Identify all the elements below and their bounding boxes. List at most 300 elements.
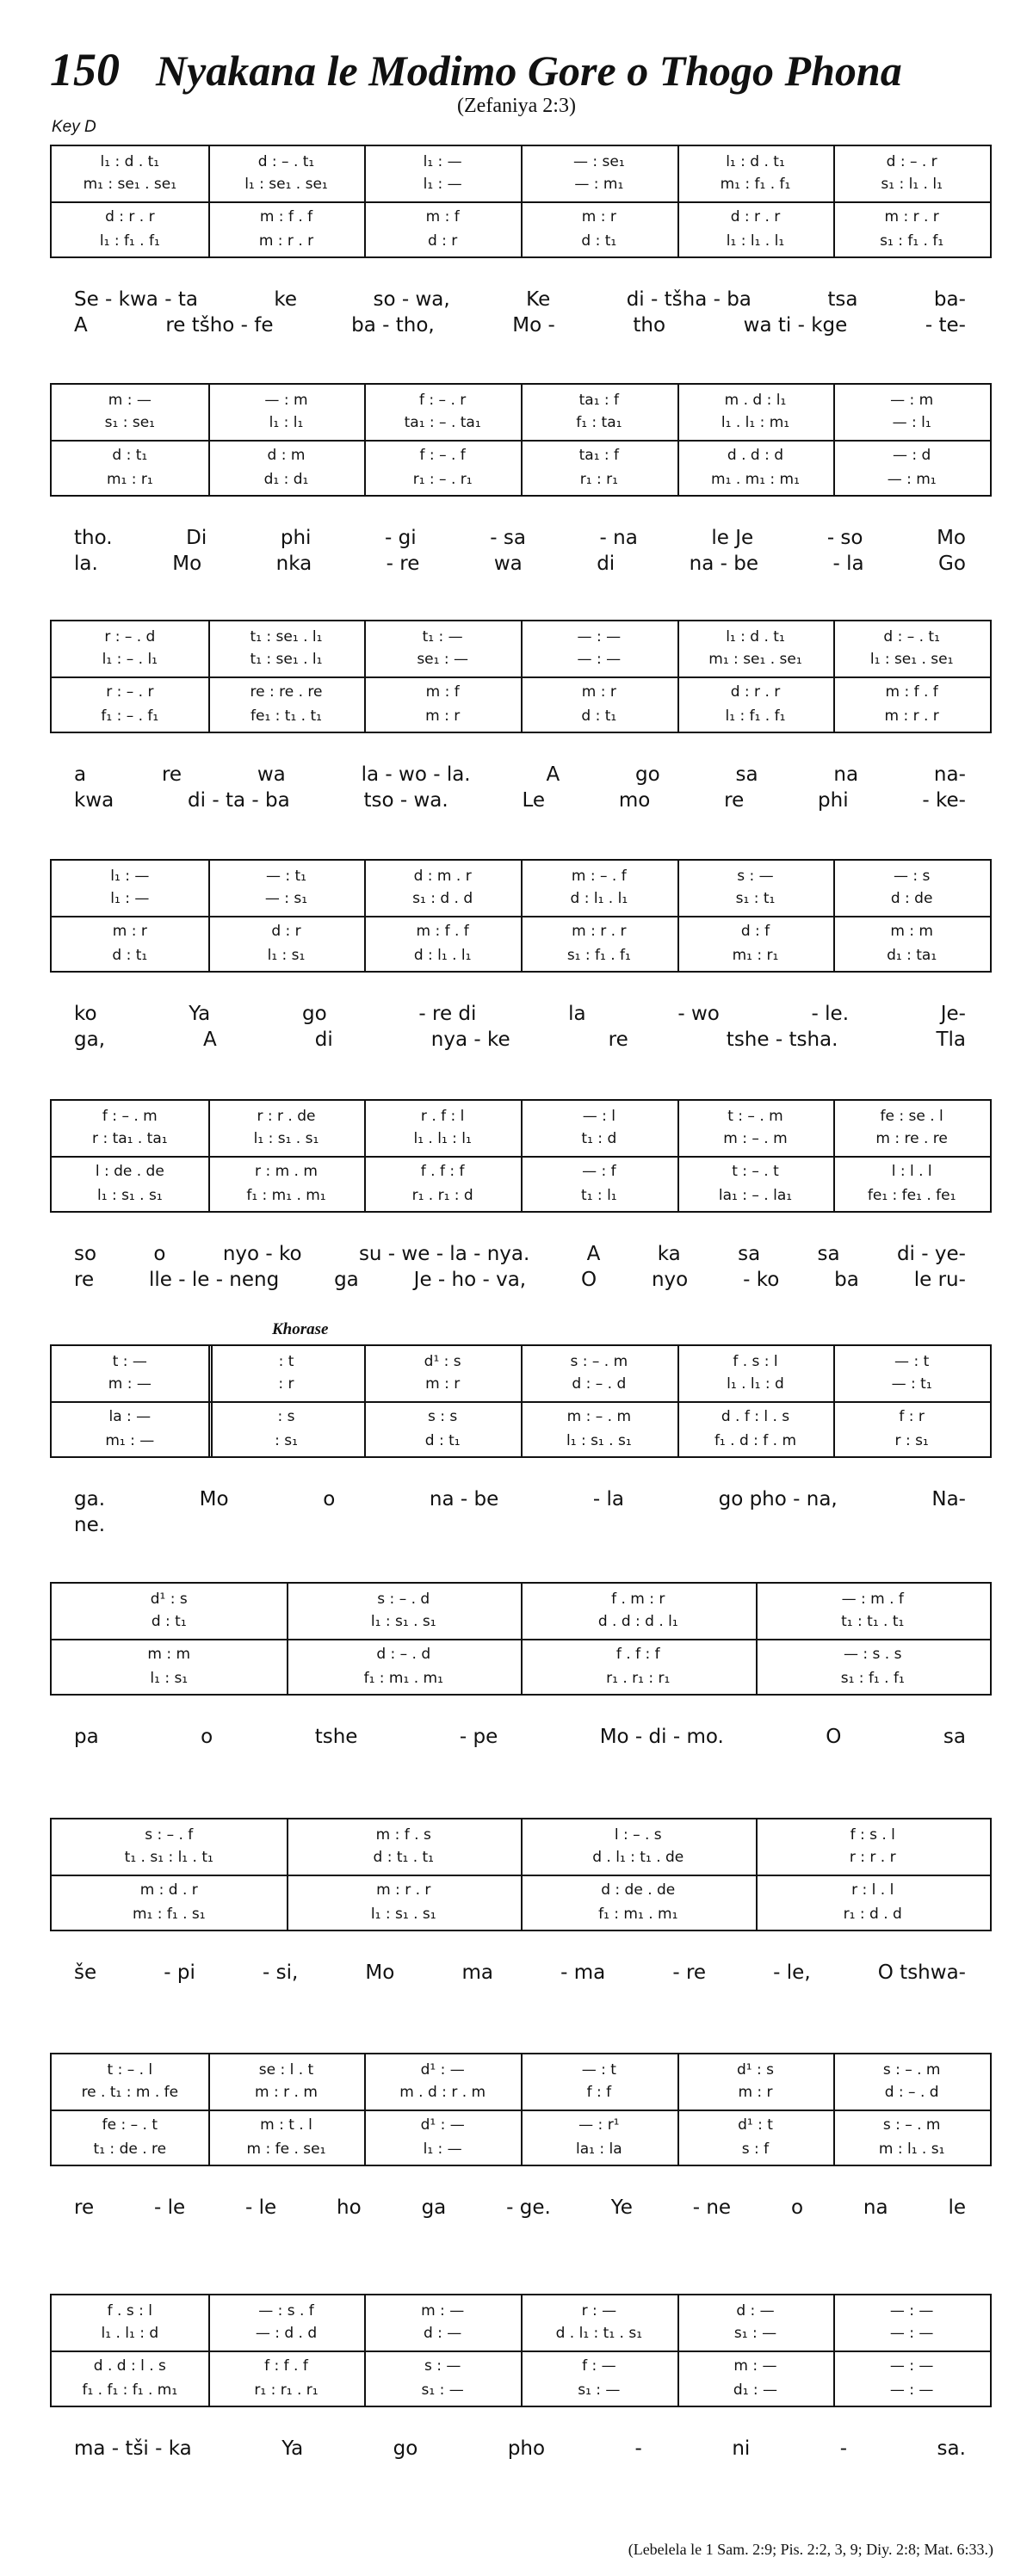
- sol-fa-staff: [50, 2053, 992, 2166]
- key-signature: Key D: [52, 118, 96, 136]
- voice-part: [52, 1127, 208, 1151]
- sol-fa-notes: d : r: [271, 923, 301, 940]
- voice-part: [208, 150, 365, 174]
- sol-fa-notes: l₁ : s₁: [150, 1670, 189, 1687]
- voice-part: [208, 2299, 365, 2323]
- voice-part: [833, 1159, 990, 1183]
- sol-fa-notes: r : – . d: [104, 628, 156, 646]
- lyric-syllable: tshe - tsha.: [726, 1029, 838, 1051]
- sol-fa-notes: r : – . r: [106, 683, 154, 701]
- sol-fa-notes: l₁ : s₁ . s₁: [566, 1432, 632, 1449]
- voice-part: [364, 1127, 521, 1151]
- sol-fa-notes: r₁ . r₁ : r₁: [606, 1670, 671, 1687]
- voice-part: [52, 205, 208, 229]
- lyric-syllable: O: [580, 1269, 597, 1291]
- sol-fa-notes: s₁ : l₁ . l₁: [881, 176, 943, 193]
- lyric-syllable: - le: [153, 2196, 186, 2219]
- lyric-syllable: -: [634, 2437, 642, 2460]
- voice-part: [677, 2354, 834, 2378]
- measure: [521, 621, 677, 732]
- sol-fa-notes: ta₁ : – . ta₁: [404, 414, 481, 431]
- sol-fa-notes: l₁ : s₁ . s₁: [370, 1613, 436, 1630]
- voice-part: [833, 2113, 990, 2137]
- voice-part: [833, 2378, 990, 2402]
- voice-part: [833, 1127, 990, 1151]
- lyric-syllable: wa: [257, 763, 286, 786]
- sol-fa-notes: d : t₁ . t₁: [373, 1849, 434, 1866]
- voice-part: [521, 1878, 756, 1902]
- sol-fa-notes: d : – . d: [572, 1375, 627, 1393]
- voice-part: [677, 1159, 834, 1183]
- voice-part: [208, 2080, 365, 2104]
- lyric-syllable: na: [833, 763, 859, 786]
- voice-part: [521, 919, 677, 943]
- voice-part: [833, 1372, 990, 1396]
- sol-fa-notes: d : t₁: [581, 707, 617, 725]
- lyric-syllable: Mo -: [512, 314, 555, 337]
- sol-fa-notes: f : r: [899, 1408, 925, 1425]
- voice-part: [833, 2080, 990, 2104]
- sol-fa-notes: d . d : l . s: [93, 2357, 166, 2375]
- sol-fa-notes: — : f: [582, 1163, 616, 1180]
- sol-fa-notes: t₁ . s₁ : l₁ . t₁: [124, 1849, 213, 1866]
- lyric-syllable: - wo: [677, 1003, 720, 1025]
- sol-fa-notes: m : r: [581, 683, 616, 701]
- voice-part: [364, 2113, 521, 2137]
- sol-fa-notes: d : de . de: [601, 1881, 676, 1899]
- sol-fa-notes: l₁ : s₁ . s₁: [97, 1187, 163, 1204]
- lyric-syllable: mo: [618, 789, 651, 812]
- sol-fa-notes: r : m . m: [255, 1163, 318, 1180]
- voice-part: [208, 680, 365, 704]
- voice-part: [208, 467, 365, 491]
- lyric-line: [72, 2196, 968, 2221]
- lyric-syllable: di - ye-: [896, 1243, 966, 1265]
- voice-part: [521, 229, 677, 253]
- measure: [52, 1819, 287, 1930]
- lyric-syllable: Mo - di - mo.: [599, 1726, 724, 1748]
- voice-part: [833, 1104, 990, 1128]
- sol-fa-staff: [50, 383, 992, 497]
- lyric-syllable: la: [568, 1003, 586, 1025]
- voice-part: [208, 388, 365, 412]
- sol-fa-notes: s₁ : se₁: [104, 414, 155, 431]
- sol-fa-notes: d¹ : —: [420, 2061, 465, 2079]
- sol-fa-notes: l₁ : —: [110, 868, 150, 885]
- sol-fa-notes: s : – . m: [882, 2116, 941, 2134]
- measure: [52, 621, 208, 732]
- lyric-syllable: sa.: [937, 2437, 966, 2460]
- voice-part: [521, 1845, 756, 1869]
- measure: [364, 146, 521, 256]
- voice-part: [833, 172, 990, 196]
- voice-part: [521, 1104, 677, 1128]
- sol-fa-notes: d : – . r: [886, 153, 937, 170]
- voice-part: [833, 1405, 990, 1429]
- voice-part: [52, 1666, 287, 1690]
- voice-part: [677, 680, 834, 704]
- voice-part: [208, 647, 365, 671]
- sol-fa-notes: fe₁ : fe₁ . fe₁: [867, 1187, 956, 1204]
- lyric-syllable: nyo: [651, 1269, 689, 1291]
- sol-fa-notes: m₁ : f₁ . f₁: [720, 176, 791, 193]
- sol-fa-notes: f₁ : m₁ . m₁: [363, 1670, 443, 1687]
- voice-part: [364, 1159, 521, 1183]
- voice-part: [364, 1372, 521, 1396]
- voice-part: [677, 411, 834, 435]
- voice-part: [677, 467, 834, 491]
- measure: [287, 1584, 522, 1694]
- sol-fa-notes: d : – . d: [884, 2084, 939, 2101]
- lyric-syllable: nyo - ko: [222, 1243, 302, 1265]
- lyric-syllable: na - be: [429, 1488, 499, 1510]
- voice-part: [521, 2113, 677, 2137]
- sol-fa-notes: f . s : l: [733, 1353, 778, 1370]
- lyric-syllable: - te-: [925, 314, 966, 337]
- sol-fa-notes: m : —: [108, 392, 152, 409]
- voice-part: [756, 1609, 991, 1634]
- lyric-syllable: - si,: [263, 1961, 299, 1984]
- sol-fa-notes: m : fe . se₁: [246, 2140, 326, 2158]
- voice-part: [208, 2354, 365, 2378]
- sol-fa-notes: : r: [278, 1375, 294, 1393]
- sol-fa-notes: m : f . s: [375, 1826, 431, 1844]
- sol-fa-notes: m : —: [108, 1375, 152, 1393]
- voice-part: [364, 680, 521, 704]
- lyric-syllable: tho.: [74, 527, 113, 549]
- voice-part: [52, 443, 208, 467]
- voice-part: [521, 1127, 677, 1151]
- measure: [208, 2295, 365, 2406]
- sol-fa-notes: l₁ : d . t₁: [100, 153, 160, 170]
- sol-fa-staff: [50, 620, 992, 733]
- measure: [677, 2295, 834, 2406]
- voice-part: [52, 172, 208, 196]
- voice-part: [677, 2058, 834, 2082]
- sol-fa-notes: m : f: [425, 683, 460, 701]
- sol-fa-notes: l₁ : se₁ . se₁: [869, 651, 954, 668]
- voice-part: [364, 388, 521, 412]
- measure: [521, 861, 677, 971]
- sol-fa-notes: m : t . l: [260, 2116, 312, 2134]
- voice-part: [833, 150, 990, 174]
- lyric-syllable: - pi: [164, 1961, 195, 1984]
- sol-fa-notes: f₁ . f₁ : f₁ . m₁: [82, 2381, 178, 2399]
- sol-fa-notes: d : – . d: [376, 1646, 431, 1663]
- lyric-syllable: - la: [592, 1488, 624, 1510]
- sol-fa-notes: s : – . m: [570, 1353, 628, 1370]
- sol-fa-notes: l₁ : —: [110, 890, 150, 907]
- sol-fa-notes: d : r . r: [730, 208, 781, 225]
- measure: [521, 146, 677, 256]
- voice-part: [52, 2354, 208, 2378]
- sol-fa-notes: d¹ : —: [420, 2116, 465, 2134]
- voice-part: [52, 1823, 287, 1847]
- lyric-syllable: Je - ho - va,: [413, 1269, 527, 1291]
- voice-part: [364, 2354, 521, 2378]
- voice-part: [677, 2080, 834, 2104]
- sol-fa-notes: — : m₁: [887, 471, 937, 488]
- voice-part: [833, 625, 990, 649]
- lyric-syllable: ba-: [933, 288, 966, 311]
- sol-fa-notes: — : t: [894, 1353, 930, 1370]
- voice-part: [208, 1429, 365, 1453]
- voice-part: [208, 1405, 365, 1429]
- voice-part: [756, 1845, 991, 1869]
- voice-part: [364, 1104, 521, 1128]
- sol-fa-notes: d : de: [890, 890, 933, 907]
- voice-part: [52, 1429, 208, 1453]
- voice-part: [677, 1127, 834, 1151]
- voice-part: [677, 205, 834, 229]
- voice-part: [52, 625, 208, 649]
- voice-part: [52, 1902, 287, 1926]
- sol-fa-notes: d¹ : t: [738, 2116, 773, 2134]
- sol-fa-notes: l₁ : s₁ . s₁: [370, 1906, 436, 1923]
- measure: [756, 1584, 991, 1694]
- voice-part: [677, 1372, 834, 1396]
- sol-fa-notes: t₁ : t₁ . t₁: [841, 1613, 905, 1630]
- sol-fa-notes: — : l₁: [892, 414, 931, 431]
- voice-part: [833, 1183, 990, 1208]
- lyric-syllable: ma: [461, 1961, 493, 1984]
- sol-fa-notes: la : —: [108, 1408, 152, 1425]
- sol-fa-notes: s : – . f: [145, 1826, 194, 1844]
- sol-fa-notes: d¹ : s: [150, 1591, 188, 1608]
- sol-fa-notes: d : —: [423, 2325, 462, 2342]
- lyric-line: [72, 763, 968, 788]
- voice-part: [521, 625, 677, 649]
- sol-fa-notes: d : l₁ . l₁: [570, 890, 628, 907]
- sol-fa-notes: s : —: [424, 2357, 461, 2375]
- voice-part: [833, 411, 990, 435]
- voice-part: [521, 1159, 677, 1183]
- sol-fa-notes: f : f: [586, 2084, 612, 2101]
- voice-part: [52, 2137, 208, 2161]
- voice-part: [52, 1609, 287, 1634]
- sol-fa-notes: d¹ : s: [424, 1353, 461, 1370]
- sol-fa-notes: ta₁ : f: [578, 392, 620, 409]
- lyric-syllable: - sa: [490, 527, 526, 549]
- voice-part: [52, 2080, 208, 2104]
- lyric-syllable: so - wa,: [373, 288, 450, 311]
- sol-fa-notes: d₁ : ta₁: [887, 947, 937, 964]
- voice-part: [364, 625, 521, 649]
- measure: [364, 2054, 521, 2165]
- voice-part: [364, 2378, 521, 2402]
- voice-part: [208, 886, 365, 911]
- voice-part: [521, 172, 677, 196]
- sol-fa-notes: l₁ : l₁: [269, 414, 304, 431]
- sol-fa-notes: : s₁: [275, 1432, 298, 1449]
- sol-fa-notes: l₁ : —: [423, 153, 462, 170]
- lyric-syllable: O: [826, 1726, 842, 1748]
- voice-part: [521, 2321, 677, 2345]
- sol-fa-notes: d : t₁: [112, 947, 148, 964]
- lyric-syllable: ni: [732, 2437, 751, 2460]
- sol-fa-notes: s₁ : f₁ . f₁: [840, 1670, 905, 1687]
- sol-fa-notes: l₁ . l₁ : l₁: [413, 1130, 472, 1147]
- sol-fa-notes: d : r . r: [105, 208, 155, 225]
- voice-part: [833, 943, 990, 967]
- voice-part: [521, 467, 677, 491]
- lyric-syllable: ho: [337, 2196, 362, 2219]
- sol-fa-notes: — : m: [890, 392, 934, 409]
- voice-part: [52, 1159, 208, 1183]
- lyric-syllable: na - be: [689, 553, 758, 575]
- sol-fa-notes: m : —: [733, 2357, 777, 2375]
- sol-fa-notes: m : r . r: [884, 208, 939, 225]
- sol-fa-notes: — : —: [889, 2325, 934, 2342]
- sol-fa-notes: r₁ : d . d: [843, 1906, 902, 1923]
- sol-fa-notes: r₁ : r₁: [579, 471, 618, 488]
- lyric-line: [72, 288, 968, 312]
- sol-fa-notes: m : re . re: [875, 1130, 948, 1147]
- voice-part: [521, 1666, 756, 1690]
- sol-fa-notes: — : d: [892, 447, 931, 464]
- measure: [208, 621, 365, 732]
- sol-fa-notes: m₁ . m₁ : m₁: [711, 471, 800, 488]
- sol-fa-notes: d₁ : d₁: [263, 471, 309, 488]
- voice-part: [521, 1372, 677, 1396]
- lyric-syllable: re: [74, 2196, 95, 2219]
- sol-fa-notes: f . f : f: [615, 1646, 660, 1663]
- sol-fa-notes: r . f : l: [420, 1108, 465, 1125]
- sol-fa-notes: d : —: [736, 2302, 775, 2320]
- lyric-syllable: - ne: [692, 2196, 732, 2219]
- sol-fa-notes: — : —: [889, 2381, 934, 2399]
- voice-part: [521, 2080, 677, 2104]
- sol-fa-notes: l : de . de: [95, 1163, 164, 1180]
- measure: [364, 2295, 521, 2406]
- lyric-syllable: - la: [832, 553, 864, 575]
- lyric-syllable: la.: [74, 553, 98, 575]
- measure: [833, 385, 990, 495]
- lyric-syllable: - pe: [459, 1726, 498, 1748]
- voice-part: [833, 443, 990, 467]
- measure: [833, 861, 990, 971]
- sol-fa-notes: m : r . r: [376, 1881, 431, 1899]
- lyric-syllable: Ke: [526, 288, 551, 311]
- sol-fa-notes: m : r . r: [884, 707, 939, 725]
- sol-fa-notes: m₁ : —: [105, 1432, 155, 1449]
- voice-part: [208, 2137, 365, 2161]
- sol-fa-staff: [50, 859, 992, 973]
- lyric-syllable: kwa: [74, 789, 114, 812]
- sol-fa-staff: [50, 2294, 992, 2407]
- voice-part: [677, 647, 834, 671]
- voice-part: [364, 919, 521, 943]
- sol-fa-notes: — : m₁: [574, 176, 624, 193]
- voice-part: [521, 704, 677, 728]
- lyric-syllable: di - ta - ba: [188, 789, 290, 812]
- sol-fa-notes: f₁ : m₁ . m₁: [246, 1187, 326, 1204]
- measure: [52, 2295, 208, 2406]
- lyric-syllable: O tshwa-: [877, 1961, 966, 1984]
- lyric-syllable: Mo: [937, 527, 966, 549]
- voice-part: [677, 1405, 834, 1429]
- voice-part: [52, 2299, 208, 2323]
- sol-fa-notes: m : r . r: [572, 923, 627, 940]
- hymn-title: Nyakana le Modimo Gore o Thogo Phona: [156, 46, 902, 95]
- lyric-syllable: ma - tši - ka: [74, 2437, 192, 2460]
- sol-fa-notes: m₁ : f₁ . s₁: [132, 1906, 206, 1923]
- measure: [833, 1101, 990, 1211]
- voice-part: [208, 443, 365, 467]
- sol-fa-notes: t : —: [112, 1353, 147, 1370]
- footer-reference: (Lebelela le 1 Sam. 2:9; Pis. 2:2, 3, 9; Diy. 2:8; Mat. 6:33.): [628, 2541, 993, 2558]
- sol-fa-notes: se : l . t: [258, 2061, 314, 2079]
- sol-fa-notes: s₁ : —: [733, 2325, 777, 2342]
- voice-part: [833, 467, 990, 491]
- voice-part: [52, 886, 208, 911]
- sol-fa-notes: s : f: [741, 2140, 770, 2158]
- sol-fa-notes: f : —: [582, 2357, 616, 2375]
- sol-fa-notes: m : m: [890, 923, 933, 940]
- lyric-syllable: le Je: [711, 527, 754, 549]
- sol-fa-notes: l₁ : —: [423, 2140, 462, 2158]
- sol-fa-notes: — : t₁: [265, 868, 306, 885]
- voice-part: [833, 2321, 990, 2345]
- voice-part: [521, 2299, 677, 2323]
- voice-part: [364, 150, 521, 174]
- measure: [677, 385, 834, 495]
- lyric-syllable: tsa: [827, 288, 858, 311]
- voice-part: [52, 864, 208, 888]
- sol-fa-notes: — : —: [889, 2357, 934, 2375]
- voice-part: [364, 1429, 521, 1453]
- sol-fa-notes: s₁ : t₁: [735, 890, 776, 907]
- voice-part: [521, 1642, 756, 1666]
- lyric-syllable: so: [74, 1243, 97, 1265]
- voice-part: [364, 2321, 521, 2345]
- lyric-syllable: tshe: [314, 1726, 358, 1748]
- voice-part: [521, 1183, 677, 1208]
- lyric-syllable: go: [393, 2437, 418, 2460]
- measure: [52, 1346, 208, 1456]
- voice-part: [52, 1350, 208, 1374]
- lyric-syllable: - le: [245, 2196, 277, 2219]
- voice-part: [677, 2321, 834, 2345]
- sol-fa-notes: d : m: [267, 447, 306, 464]
- voice-part: [677, 625, 834, 649]
- sol-fa-notes: r : r . r: [849, 1849, 896, 1866]
- sol-fa-notes: r : ta₁ . ta₁: [92, 1130, 168, 1147]
- sol-fa-notes: se₁ : —: [417, 651, 468, 668]
- sol-fa-notes: m : d . r: [139, 1881, 198, 1899]
- voice-part: [677, 150, 834, 174]
- sol-fa-notes: m : r: [425, 707, 461, 725]
- sol-fa-notes: l₁ : s₁ . s₁: [253, 1130, 319, 1147]
- scripture-reference: (Zefaniya 2:3): [457, 95, 576, 117]
- voice-part: [52, 229, 208, 253]
- voice-part: [364, 467, 521, 491]
- lyric-syllable: go: [635, 763, 660, 786]
- sol-fa-notes: t : – . l: [107, 2061, 153, 2079]
- measure: [208, 2054, 365, 2165]
- voice-part: [833, 680, 990, 704]
- measure: [364, 621, 521, 732]
- sol-fa-notes: d : r: [427, 232, 458, 250]
- voice-part: [833, 2299, 990, 2323]
- voice-part: [208, 2058, 365, 2082]
- lyric-syllable: A: [203, 1029, 217, 1051]
- lyric-syllable: a: [74, 763, 87, 786]
- measure: [52, 1101, 208, 1211]
- lyric-syllable: - re: [672, 1961, 707, 1984]
- lyric-syllable: ga: [334, 1269, 359, 1291]
- sol-fa-notes: fe : se . l: [880, 1108, 943, 1125]
